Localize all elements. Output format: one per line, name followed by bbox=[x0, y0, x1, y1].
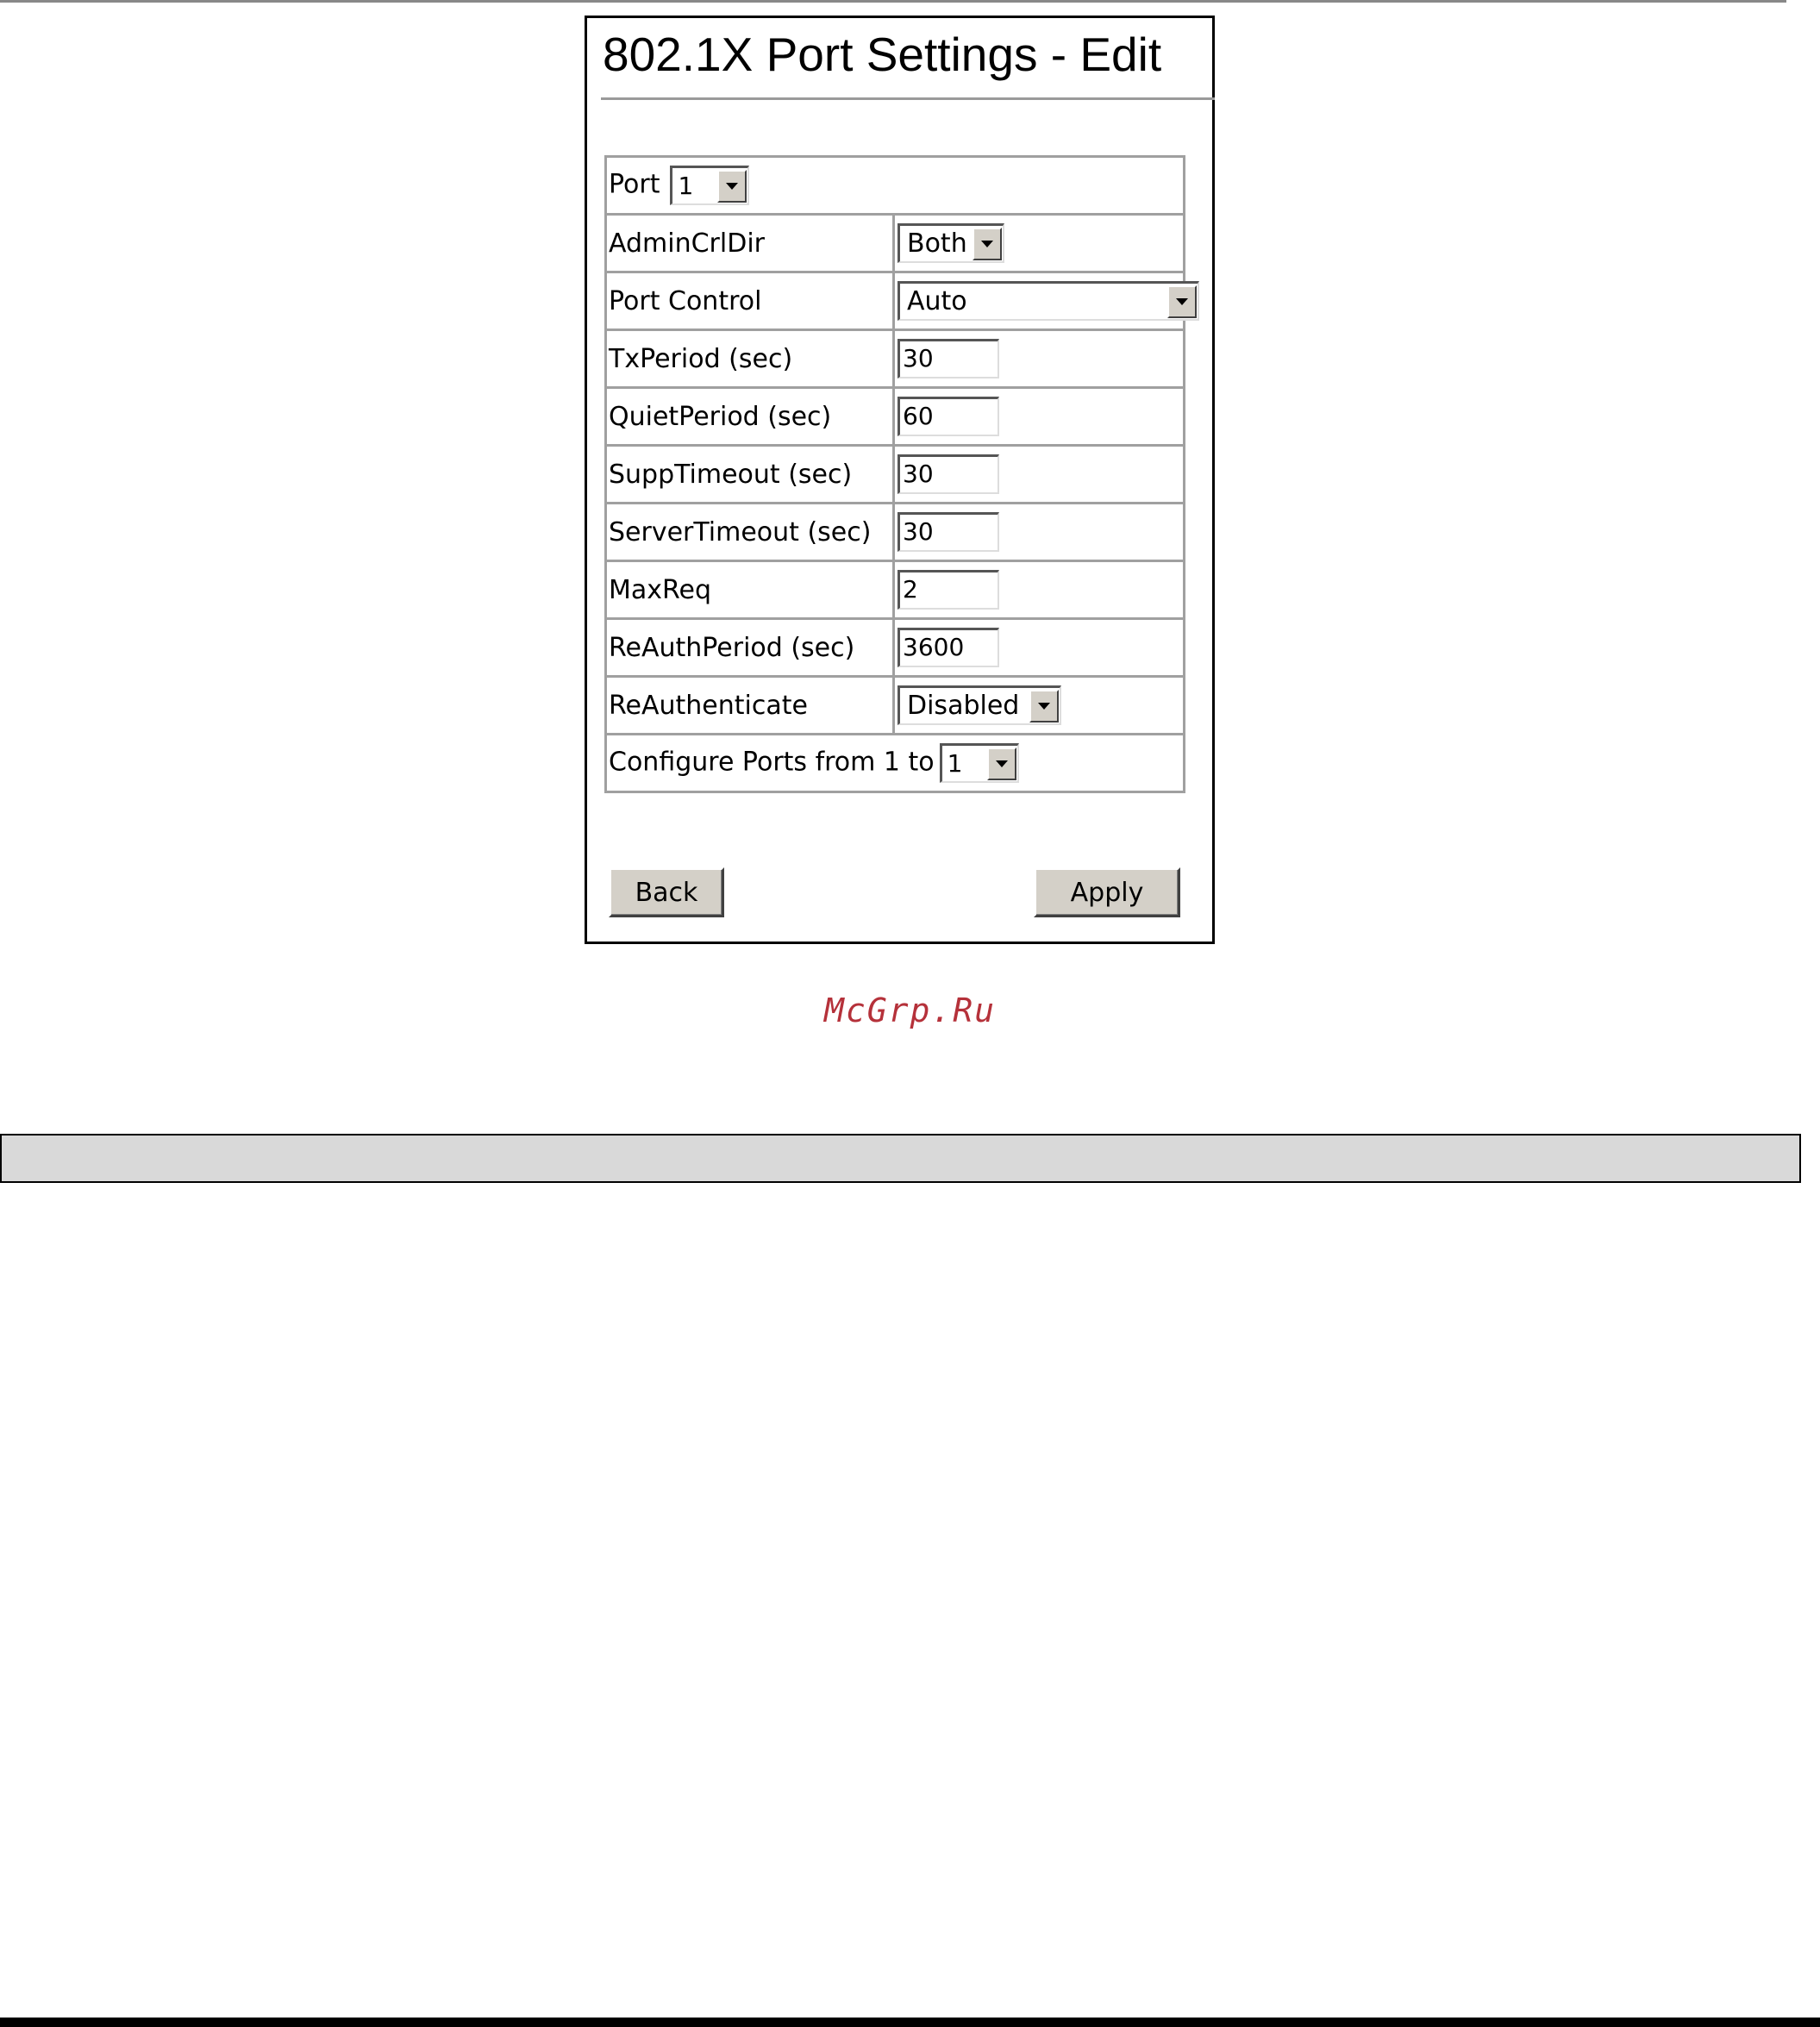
admin-ctrl-dir-cell bbox=[895, 216, 1183, 273]
reauth-period-input[interactable]: 3600 bbox=[897, 628, 999, 667]
reauthenticate-label: ReAuthenticate bbox=[607, 678, 895, 735]
configure-ports-value: 1 bbox=[947, 749, 963, 778]
row-port bbox=[607, 158, 1183, 216]
port-settings-panel bbox=[585, 16, 1215, 944]
bottom-rule bbox=[0, 2018, 1820, 2027]
admin-ctrl-dir-value: Both bbox=[907, 228, 967, 259]
row-quiet-period bbox=[607, 389, 1183, 447]
row-supp-timeout bbox=[607, 447, 1183, 504]
admin-ctrl-dir-label: AdminCrlDir bbox=[607, 216, 895, 273]
reauth-period-label: ReAuthPeriod (sec) bbox=[607, 620, 895, 678]
chevron-down-icon[interactable] bbox=[973, 228, 1002, 260]
port-select[interactable] bbox=[670, 166, 749, 205]
port-cell bbox=[607, 158, 1183, 216]
settings-table bbox=[604, 155, 1185, 793]
row-server-timeout bbox=[607, 504, 1183, 562]
chevron-down-icon[interactable] bbox=[987, 748, 1016, 780]
footer-gray-bar bbox=[0, 1134, 1801, 1183]
tx-period-label: TxPeriod (sec) bbox=[607, 331, 895, 389]
title-divider bbox=[601, 97, 1215, 100]
row-max-req bbox=[607, 562, 1183, 620]
max-req-cell bbox=[895, 562, 1183, 620]
row-tx-period bbox=[607, 331, 1183, 389]
row-configure-ports bbox=[607, 735, 1183, 791]
port-select-value: 1 bbox=[678, 172, 694, 200]
row-reauthenticate bbox=[607, 678, 1183, 735]
port-control-label: Port Control bbox=[607, 273, 895, 331]
row-reauth-period bbox=[607, 620, 1183, 678]
tx-period-cell bbox=[895, 331, 1183, 389]
watermark-text: McGrp.Ru bbox=[823, 992, 997, 1029]
apply-button[interactable]: Apply bbox=[1034, 867, 1180, 917]
back-button[interactable]: Back bbox=[609, 867, 724, 917]
chevron-down-icon[interactable] bbox=[717, 170, 747, 203]
configure-ports-label: Configure Ports from 1 to bbox=[609, 747, 935, 778]
tx-period-input[interactable]: 30 bbox=[897, 339, 999, 378]
port-control-select[interactable] bbox=[897, 281, 1199, 321]
row-admin-ctrl-dir bbox=[607, 216, 1183, 273]
row-port-control bbox=[607, 273, 1183, 331]
server-timeout-input[interactable]: 30 bbox=[897, 512, 999, 552]
reauthenticate-value: Disabled bbox=[907, 691, 1020, 721]
chevron-down-icon[interactable] bbox=[1029, 690, 1059, 723]
configure-ports-select[interactable] bbox=[940, 743, 1019, 783]
port-label: Port bbox=[609, 169, 660, 200]
max-req-input[interactable]: 2 bbox=[897, 570, 999, 610]
supp-timeout-cell bbox=[895, 447, 1183, 504]
admin-ctrl-dir-select[interactable] bbox=[897, 223, 1004, 263]
port-control-cell bbox=[895, 273, 1183, 331]
max-req-label: MaxReq bbox=[607, 562, 895, 620]
supp-timeout-label: SuppTimeout (sec) bbox=[607, 447, 895, 504]
server-timeout-cell bbox=[895, 504, 1183, 562]
quiet-period-label: QuietPeriod (sec) bbox=[607, 389, 895, 447]
server-timeout-label: ServerTimeout (sec) bbox=[607, 504, 895, 562]
quiet-period-cell bbox=[895, 389, 1183, 447]
chevron-down-icon[interactable] bbox=[1167, 285, 1197, 318]
page-title: 802.1X Port Settings - Edit bbox=[603, 28, 1162, 81]
reauthenticate-select[interactable] bbox=[897, 685, 1061, 725]
supp-timeout-input[interactable]: 30 bbox=[897, 454, 999, 494]
top-rule bbox=[0, 0, 1786, 3]
port-control-value: Auto bbox=[907, 286, 967, 316]
quiet-period-input[interactable]: 60 bbox=[897, 397, 999, 436]
reauthenticate-cell bbox=[895, 678, 1183, 735]
reauth-period-cell bbox=[895, 620, 1183, 678]
configure-ports-cell bbox=[607, 735, 1183, 791]
